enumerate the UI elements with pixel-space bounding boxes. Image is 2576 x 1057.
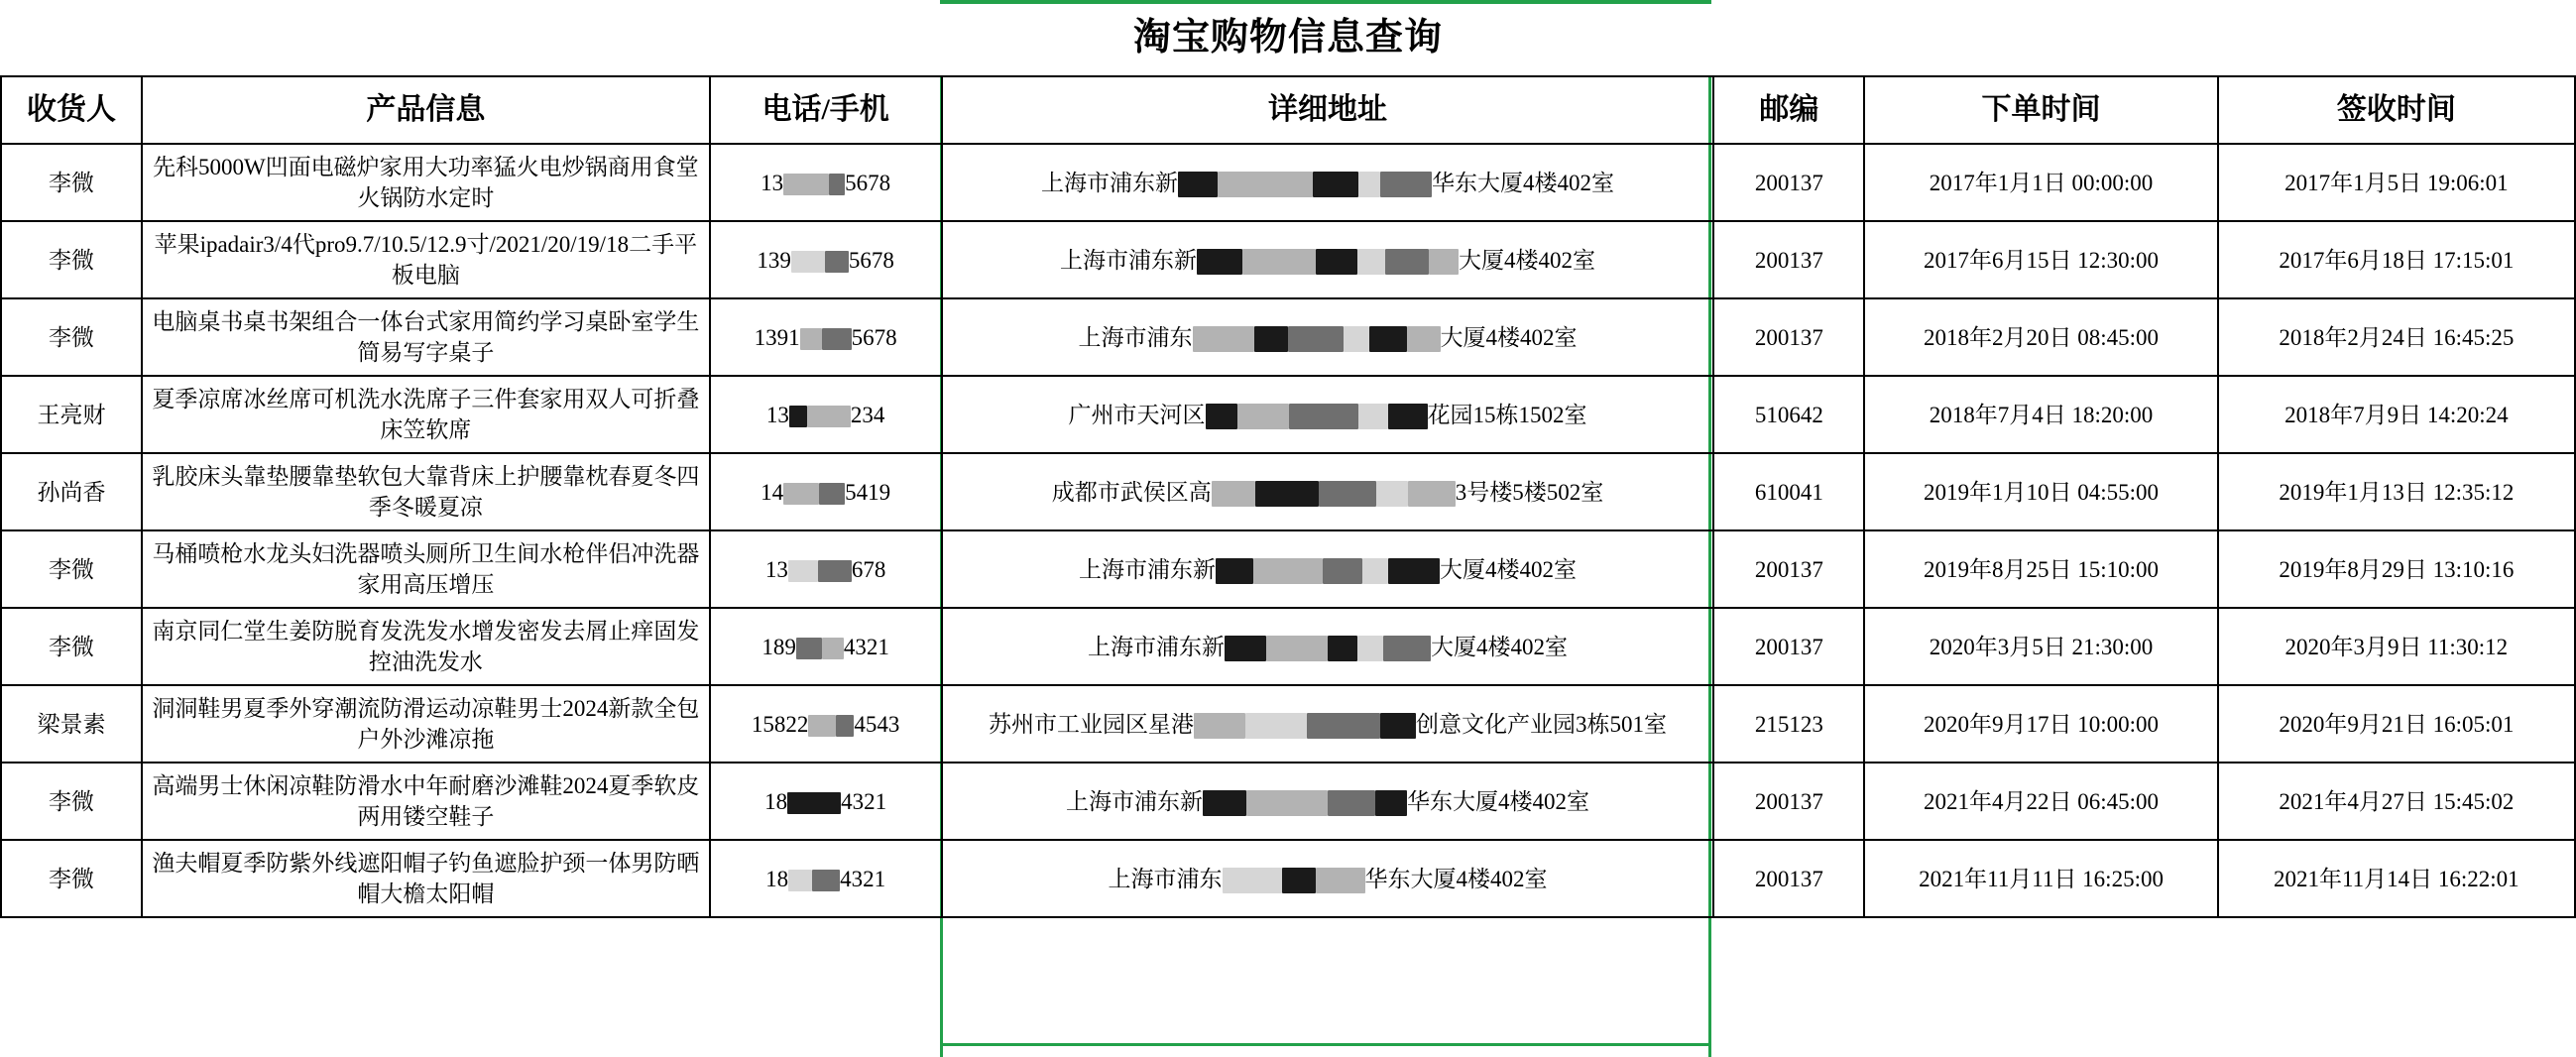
redaction-block xyxy=(1429,249,1459,275)
redaction-block xyxy=(1357,249,1385,275)
redaction-block xyxy=(1237,404,1289,429)
cell-sign-time: 2018年7月9日 14:20:24 xyxy=(2218,376,2575,453)
cell-phone xyxy=(710,685,942,763)
redaction-block xyxy=(789,406,807,427)
cell-sign-time: 2020年9月21日 16:05:01 xyxy=(2218,685,2575,763)
cell-zip: 200137 xyxy=(1713,840,1864,917)
cell-order-time: 2017年1月1日 00:00:00 xyxy=(1864,144,2217,221)
address-suffix: 华东大厦4楼402室 xyxy=(1432,170,1615,195)
page-title: 淘宝购物信息查询 xyxy=(1132,17,1443,59)
cell-phone xyxy=(710,221,942,298)
phone-suffix: 4321 xyxy=(843,634,889,659)
cell-product: 洞洞鞋男夏季外穿潮流防滑运动凉鞋男士2024新款全包户外沙滩凉拖 xyxy=(142,685,709,763)
address-prefix: 广州市天河区 xyxy=(1068,402,1206,427)
table-row xyxy=(1,608,2575,685)
redaction-block xyxy=(1376,481,1408,507)
cell-order-time: 2017年6月15日 12:30:00 xyxy=(1864,221,2217,298)
address-suffix: 华东大厦4楼402室 xyxy=(1407,788,1590,814)
accent-rule-bottom xyxy=(940,1043,1711,1046)
table-row xyxy=(1,376,2575,453)
redaction-block xyxy=(1313,172,1358,197)
redaction-block xyxy=(791,251,825,273)
table-header-row xyxy=(1,76,2575,144)
redaction-block xyxy=(1407,326,1441,352)
cell-receiver: 李微 xyxy=(1,298,142,376)
cell-sign-time: 2020年3月9日 11:30:12 xyxy=(2218,608,2575,685)
cell-zip: 200137 xyxy=(1713,221,1864,298)
redaction-block xyxy=(1388,404,1428,429)
address-prefix: 上海市浦东 xyxy=(1108,866,1223,891)
redaction-block xyxy=(1328,790,1375,816)
accent-rule-top xyxy=(940,0,1711,4)
table-row xyxy=(1,144,2575,221)
cell-zip: 200137 xyxy=(1713,298,1864,376)
address-prefix: 上海市浦东新 xyxy=(1060,247,1198,273)
redaction-block xyxy=(1246,790,1328,816)
table-row xyxy=(1,840,2575,917)
column-header-order-time: 下单时间 xyxy=(1864,76,2217,144)
cell-sign-time: 2021年4月27日 15:45:02 xyxy=(2218,763,2575,840)
phone-prefix: 18 xyxy=(765,866,789,891)
redaction-block xyxy=(1254,326,1288,352)
redaction-block xyxy=(822,328,852,350)
column-header-zip: 邮编 xyxy=(1713,76,1864,144)
cell-order-time: 2018年2月20日 08:45:00 xyxy=(1864,298,2217,376)
table-row xyxy=(1,685,2575,763)
column-header-address: 详细地址 xyxy=(942,76,1714,144)
redaction-block xyxy=(1216,558,1253,584)
redaction-block xyxy=(1344,326,1369,352)
cell-sign-time: 2017年1月5日 19:06:01 xyxy=(2218,144,2575,221)
cell-sign-time: 2021年11月14日 16:22:01 xyxy=(2218,840,2575,917)
table-row xyxy=(1,453,2575,530)
cell-phone xyxy=(710,144,942,221)
address-prefix: 上海市浦东新 xyxy=(1088,634,1226,659)
redaction-block xyxy=(796,638,822,659)
redaction-block xyxy=(822,638,844,659)
phone-prefix: 13 xyxy=(764,556,788,582)
address-suffix: 大厦4楼402室 xyxy=(1440,324,1578,350)
cell-phone xyxy=(710,453,942,530)
phone-suffix: 4321 xyxy=(840,866,886,891)
redaction-block xyxy=(1193,326,1254,352)
table-row xyxy=(1,530,2575,608)
address-suffix: 创意文化产业园3栋501室 xyxy=(1416,711,1668,737)
cell-order-time: 2021年4月22日 06:45:00 xyxy=(1864,763,2217,840)
column-header-receiver: 收货人 xyxy=(1,76,142,144)
redaction-block xyxy=(818,560,852,582)
phone-prefix: 1391 xyxy=(754,324,800,350)
cell-phone xyxy=(710,608,942,685)
address-prefix: 上海市浦东 xyxy=(1078,324,1193,350)
cell-address xyxy=(942,221,1714,298)
phone-prefix: 14 xyxy=(761,479,784,505)
phone-suffix: 5419 xyxy=(845,479,891,505)
redaction-block xyxy=(1197,249,1242,275)
address-suffix: 大厦4楼402室 xyxy=(1440,556,1578,582)
cell-receiver: 梁景素 xyxy=(1,685,142,763)
cell-receiver: 李微 xyxy=(1,144,142,221)
phone-prefix: 15822 xyxy=(751,711,809,737)
redaction-block xyxy=(1212,481,1255,507)
redaction-block xyxy=(1385,249,1429,275)
redaction-block xyxy=(836,715,854,737)
phone-prefix: 13 xyxy=(765,402,789,427)
cell-receiver: 李微 xyxy=(1,530,142,608)
redaction-block xyxy=(1307,713,1380,739)
cell-product: 南京同仁堂生姜防脱育发洗发水增发密发去屑止痒固发控油洗发水 xyxy=(142,608,709,685)
cell-order-time: 2020年9月17日 10:00:00 xyxy=(1864,685,2217,763)
redaction-block xyxy=(1357,636,1383,661)
table-row xyxy=(1,298,2575,376)
redaction-block xyxy=(1194,713,1245,739)
cell-address xyxy=(942,608,1714,685)
cell-phone xyxy=(710,376,942,453)
redaction-block xyxy=(808,715,836,737)
column-header-phone: 电话/手机 xyxy=(710,76,942,144)
phone-suffix: 234 xyxy=(850,402,885,427)
cell-phone xyxy=(710,530,942,608)
cell-address xyxy=(942,530,1714,608)
redaction-block xyxy=(1323,558,1362,584)
cell-product: 电脑桌书桌书架组合一体台式家用简约学习桌卧室学生简易写字桌子 xyxy=(142,298,709,376)
address-prefix: 成都市武侯区高 xyxy=(1051,479,1212,505)
phone-prefix: 18 xyxy=(764,788,788,814)
cell-address xyxy=(942,840,1714,917)
column-header-product: 产品信息 xyxy=(142,76,709,144)
cell-zip: 610041 xyxy=(1713,453,1864,530)
cell-product: 苹果ipadair3/4代pro9.7/10.5/12.9寸/2021/20/19/18二手平板电脑 xyxy=(142,221,709,298)
cell-receiver: 孙尚香 xyxy=(1,453,142,530)
cell-order-time: 2019年1月10日 04:55:00 xyxy=(1864,453,2217,530)
cell-address xyxy=(942,144,1714,221)
redaction-block xyxy=(1218,172,1313,197)
phone-prefix: 13 xyxy=(761,170,784,195)
table-row xyxy=(1,221,2575,298)
address-suffix: 花园15栋1502室 xyxy=(1427,402,1587,427)
redaction-block xyxy=(1253,558,1323,584)
redaction-block xyxy=(1328,636,1357,661)
redaction-block xyxy=(1319,481,1376,507)
cell-order-time: 2019年8月25日 15:10:00 xyxy=(1864,530,2217,608)
redaction-block xyxy=(1245,713,1307,739)
cell-sign-time: 2019年1月13日 12:35:12 xyxy=(2218,453,2575,530)
address-suffix: 3号楼5楼502室 xyxy=(1455,479,1604,505)
cell-zip: 200137 xyxy=(1713,608,1864,685)
redaction-block xyxy=(1242,249,1316,275)
redaction-block xyxy=(783,483,819,505)
redaction-block xyxy=(1225,636,1266,661)
cell-phone xyxy=(710,763,942,840)
phone-suffix: 4543 xyxy=(854,711,900,737)
cell-receiver: 李微 xyxy=(1,840,142,917)
redaction-block xyxy=(787,792,841,814)
redaction-block xyxy=(1358,172,1380,197)
cell-order-time: 2020年3月5日 21:30:00 xyxy=(1864,608,2217,685)
cell-product: 渔夫帽夏季防紫外线遮阳帽子钓鱼遮脸护颈一体男防晒帽大檐太阳帽 xyxy=(142,840,709,917)
cell-product: 乳胶床头靠垫腰靠垫软包大靠背床上护腰靠枕春夏冬四季冬暖夏凉 xyxy=(142,453,709,530)
redaction-block xyxy=(1289,404,1358,429)
redaction-block xyxy=(1178,172,1218,197)
cell-receiver: 李微 xyxy=(1,608,142,685)
redaction-block xyxy=(1408,481,1456,507)
address-suffix: 大厦4楼402室 xyxy=(1431,634,1569,659)
phone-suffix: 678 xyxy=(851,556,886,582)
phone-suffix: 5678 xyxy=(851,324,897,350)
cell-order-time: 2018年7月4日 18:20:00 xyxy=(1864,376,2217,453)
phone-prefix: 189 xyxy=(761,634,796,659)
redaction-block xyxy=(788,560,818,582)
redaction-block xyxy=(1288,326,1344,352)
cell-address xyxy=(942,763,1714,840)
redaction-block xyxy=(1369,326,1407,352)
redaction-block xyxy=(1362,558,1388,584)
redaction-block xyxy=(800,328,822,350)
cell-sign-time: 2018年2月24日 16:45:25 xyxy=(2218,298,2575,376)
table-row xyxy=(1,763,2575,840)
cell-product: 高端男士休闲凉鞋防滑水中年耐磨沙滩鞋2024夏季软皮两用镂空鞋子 xyxy=(142,763,709,840)
cell-zip: 200137 xyxy=(1713,144,1864,221)
address-suffix: 大厦4楼402室 xyxy=(1459,247,1596,273)
address-prefix: 上海市浦东新 xyxy=(1066,788,1204,814)
cell-phone xyxy=(710,840,942,917)
redaction-block xyxy=(788,870,812,891)
redaction-block xyxy=(1375,790,1407,816)
address-prefix: 上海市浦东新 xyxy=(1041,170,1179,195)
address-suffix: 华东大厦4楼402室 xyxy=(1364,866,1548,891)
redaction-block xyxy=(1316,249,1357,275)
redaction-block xyxy=(1383,636,1431,661)
address-prefix: 苏州市工业园区星港 xyxy=(989,711,1195,737)
phone-prefix: 139 xyxy=(757,247,791,273)
redaction-block xyxy=(1206,404,1237,429)
redaction-block xyxy=(1223,868,1282,893)
redaction-block xyxy=(1282,868,1316,893)
cell-phone xyxy=(710,298,942,376)
redaction-block xyxy=(1380,713,1416,739)
redaction-block xyxy=(1380,172,1432,197)
purchase-info-table xyxy=(0,75,2576,918)
redaction-block xyxy=(1388,558,1440,584)
redaction-block xyxy=(1255,481,1319,507)
phone-suffix: 5678 xyxy=(848,247,894,273)
redaction-block xyxy=(1358,404,1388,429)
cell-receiver: 李微 xyxy=(1,221,142,298)
cell-sign-time: 2019年8月29日 13:10:16 xyxy=(2218,530,2575,608)
redaction-block xyxy=(1203,790,1246,816)
cell-product: 马桶喷枪水龙头妇洗器喷头厕所卫生间水枪伴侣冲洗器家用高压增压 xyxy=(142,530,709,608)
redaction-block xyxy=(819,483,845,505)
redaction-block xyxy=(783,174,829,195)
cell-zip: 510642 xyxy=(1713,376,1864,453)
cell-address xyxy=(942,453,1714,530)
cell-zip: 200137 xyxy=(1713,530,1864,608)
cell-product: 夏季凉席冰丝席可机洗水洗席子三件套家用双人可折叠床笠软席 xyxy=(142,376,709,453)
cell-address xyxy=(942,298,1714,376)
redaction-block xyxy=(812,870,840,891)
redaction-block xyxy=(825,251,849,273)
column-header-sign-time: 签收时间 xyxy=(2218,76,2575,144)
redaction-block xyxy=(829,174,845,195)
redaction-block xyxy=(1266,636,1328,661)
phone-suffix: 5678 xyxy=(845,170,891,195)
redaction-block xyxy=(807,406,851,427)
cell-order-time: 2021年11月11日 16:25:00 xyxy=(1864,840,2217,917)
cell-receiver: 李微 xyxy=(1,763,142,840)
phone-suffix: 4321 xyxy=(841,788,887,814)
cell-product: 先科5000W凹面电磁炉家用大功率猛火电炒锅商用食堂火锅防水定时 xyxy=(142,144,709,221)
cell-zip: 215123 xyxy=(1713,685,1864,763)
redaction-block xyxy=(1316,868,1365,893)
address-prefix: 上海市浦东新 xyxy=(1079,556,1217,582)
cell-zip: 200137 xyxy=(1713,763,1864,840)
cell-receiver: 王亮财 xyxy=(1,376,142,453)
cell-address xyxy=(942,685,1714,763)
cell-sign-time: 2017年6月18日 17:15:01 xyxy=(2218,221,2575,298)
cell-address xyxy=(942,376,1714,453)
